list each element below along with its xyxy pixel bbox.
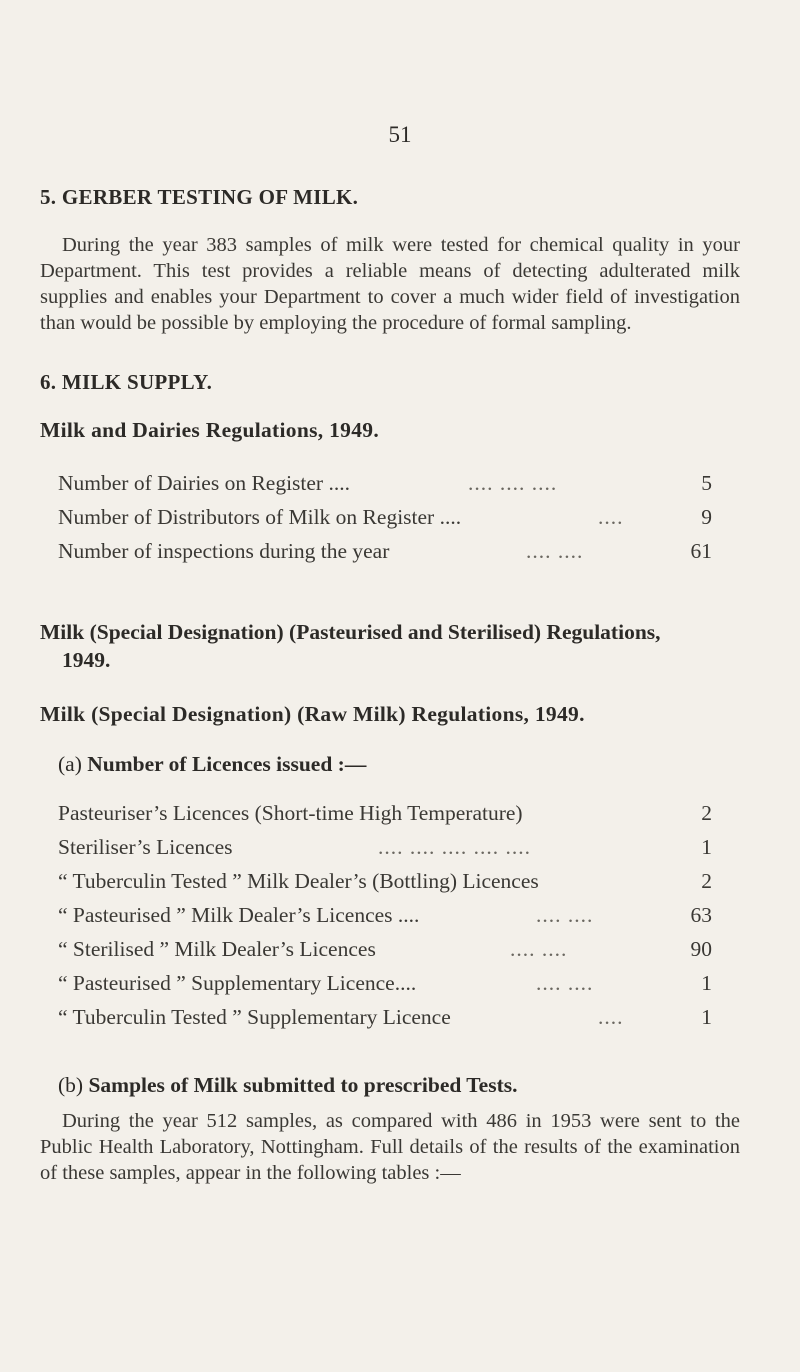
gerber-testing-paragraph — [40, 232, 740, 336]
leader-dots: .... .... — [536, 903, 594, 927]
list-item — [58, 864, 712, 898]
list-item-value: 61 — [690, 539, 712, 563]
list-item-value: 1 — [701, 971, 712, 995]
leader-dots: .... — [598, 505, 624, 529]
subheading-marker: (b) — [58, 1073, 84, 1097]
subheading-text: Samples of Milk submitted to prescribed Tests. — [88, 1073, 518, 1097]
leader-dots: .... .... — [526, 539, 584, 563]
regulations-heading-line1: Milk (Special Designation) (Pasteurised and Sterilised) Regulations, — [40, 620, 661, 644]
list-item-label: “ Tuberculin Tested ” Milk Dealer’s (Bottling) Licences — [58, 869, 539, 893]
list-item — [58, 466, 712, 500]
subheading-marker: (a) — [58, 752, 82, 776]
list-item — [58, 932, 712, 966]
list-item-value: 2 — [701, 869, 712, 893]
leader-dots: .... — [598, 1005, 624, 1029]
list-item-value: 2 — [701, 801, 712, 825]
list-item-value: 63 — [690, 903, 712, 927]
licences-subheading — [58, 752, 366, 777]
list-item — [58, 966, 712, 1000]
leader-dots: .... .... .... .... .... — [378, 835, 531, 859]
list-item-value: 9 — [701, 505, 712, 529]
samples-text: During the year 512 samples, as compared with 486 in 1953 were sent to the Public Health Laboratory, Nottingham. Full details of the results of the examination of these samples, appear in the following tables :— — [40, 1110, 740, 1184]
list-item — [58, 796, 712, 830]
licences-list — [58, 796, 712, 1034]
milk-supply-heading: 6. MILK SUPPLY. — [40, 370, 213, 394]
list-item — [58, 830, 712, 864]
samples-subheading — [58, 1073, 518, 1098]
list-item-label: “ Tuberculin Tested ” Supplementary Licence — [58, 1005, 451, 1029]
list-item-value: 1 — [701, 835, 712, 859]
pasteurised-sterilised-regulations-heading — [40, 618, 740, 674]
subheading-text: Number of Licences issued :— — [87, 752, 367, 776]
leader-dots: .... .... — [536, 971, 594, 995]
raw-milk-regulations-heading: Milk (Special Designation) (Raw Milk) Regulations, 1949. — [40, 702, 585, 726]
list-item-label: “ Sterilised ” Milk Dealer’s Licences — [58, 937, 376, 961]
leader-dots: .... .... .... — [468, 471, 558, 495]
list-item — [58, 534, 712, 568]
list-item — [58, 500, 712, 534]
leader-dots: .... .... — [510, 937, 568, 961]
list-item-label: “ Pasteurised ” Milk Dealer’s Licences .... — [58, 903, 420, 927]
list-item-value: 5 — [701, 471, 712, 495]
samples-paragraph — [40, 1108, 740, 1186]
list-item-value: 90 — [690, 937, 712, 961]
list-item-value: 1 — [701, 1005, 712, 1029]
list-item-label: Steriliser’s Licences — [58, 835, 233, 859]
gerber-testing-text: During the year 383 samples of milk were tested for chemical quality in your Department. This test provides a reliable means of detecting adulterated milk supplies and enables your Department to cover a much wider field of investigation than would be possible by employing the procedure of formal sampling. — [40, 234, 740, 334]
list-item-label: “ Pasteurised ” Supplementary Licence.... — [58, 971, 417, 995]
page-number: 51 — [388, 122, 412, 147]
list-item — [58, 898, 712, 932]
list-item-label: Number of inspections during the year — [58, 539, 390, 563]
regulations-heading-line2: 1949. — [62, 648, 111, 672]
list-item-label: Pasteuriser’s Licences (Short-time High Temperature) — [58, 801, 523, 825]
list-item — [58, 1000, 712, 1034]
gerber-testing-heading: 5. GERBER TESTING OF MILK. — [40, 185, 359, 209]
dairies-stats-list — [58, 466, 712, 568]
dairies-regulations-heading: Milk and Dairies Regulations, 1949. — [40, 418, 379, 442]
list-item-label: Number of Distributors of Milk on Register .... — [58, 505, 462, 529]
list-item-label: Number of Dairies on Register .... — [58, 471, 350, 495]
